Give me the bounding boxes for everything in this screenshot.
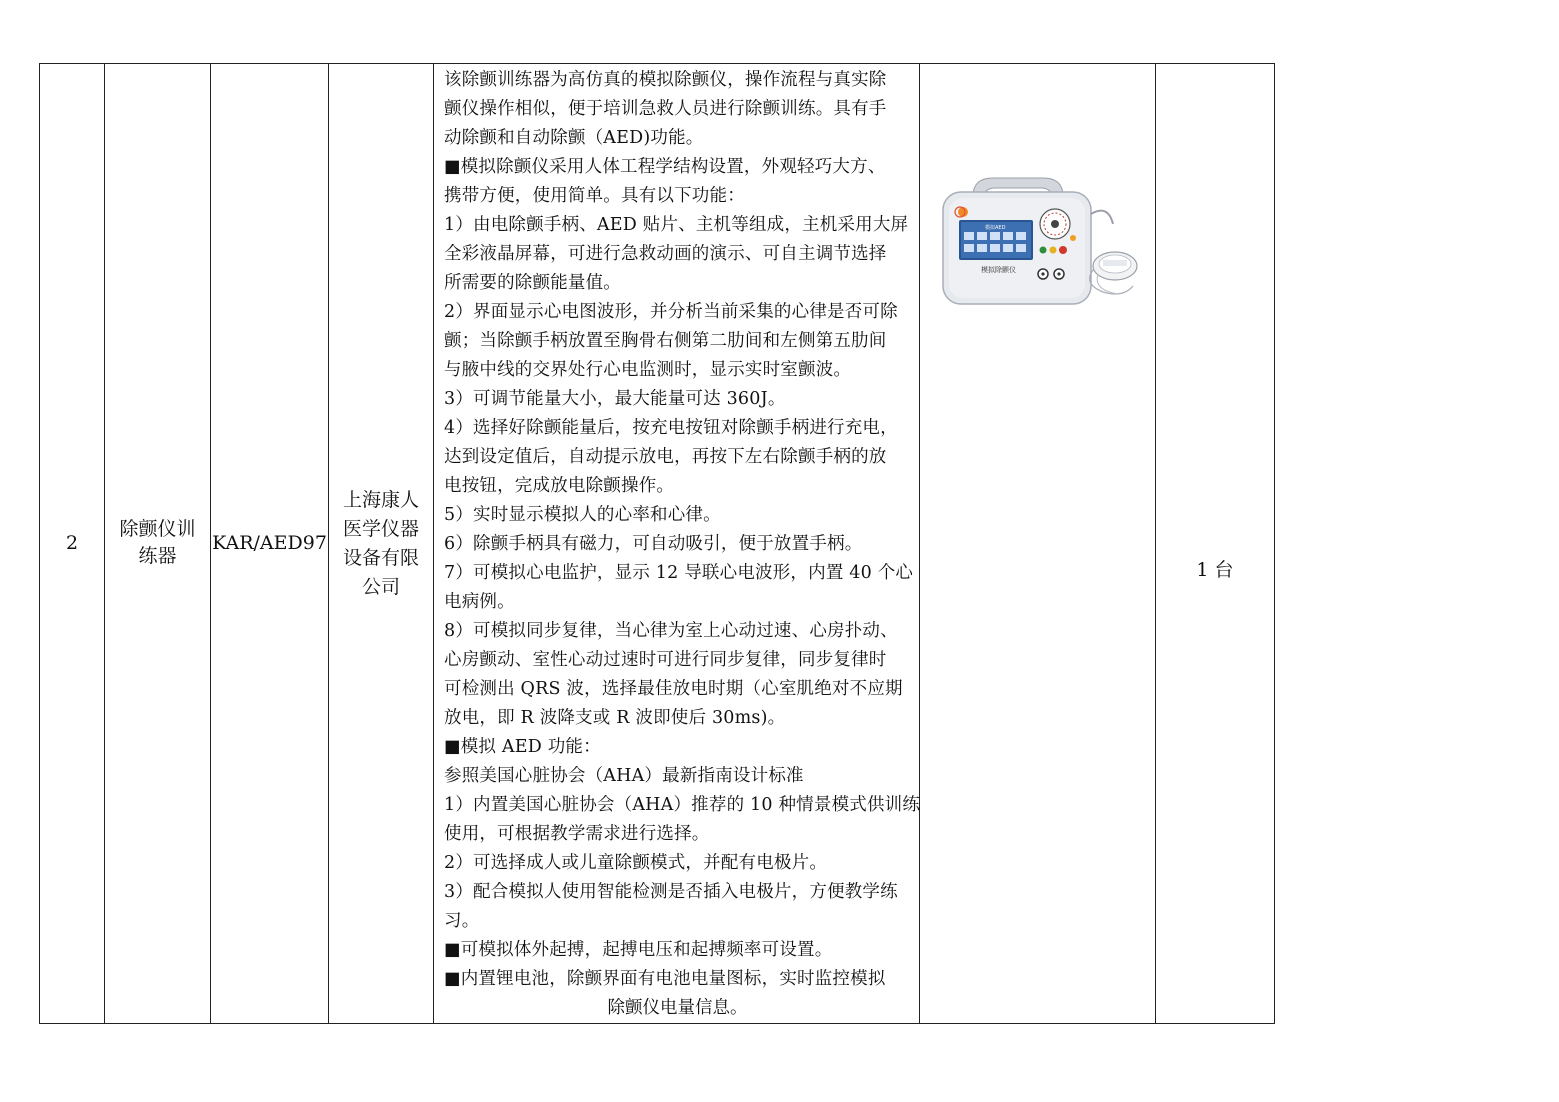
model-cell	[211, 64, 329, 1024]
description-line: 2）界面显示心电图波形，并分析当前采集的心律是否可除	[444, 302, 898, 322]
description-line: ■模拟除颤仪采用人体工程学结构设置，外观轻巧大方、	[444, 157, 886, 177]
description-line: 7）可模拟心电监护，显示 12 导联心电波形，内置 40 个心	[444, 563, 914, 583]
description-line: 5）实时显示模拟人的心率和心律。	[444, 505, 721, 525]
product-image-cell	[920, 64, 1156, 1024]
product-name: 除颤仪训练器	[119, 518, 196, 567]
row-number-cell	[40, 64, 105, 1024]
description-line: 使用，可根据教学需求进行选择。	[444, 824, 710, 844]
description-line: ■内置锂电池，除颤界面有电池电量图标，实时监控模拟	[444, 969, 886, 989]
device-label: 模拟除颤仪	[980, 266, 1016, 274]
description-line: 可检测出 QRS 波，选择最佳放电时期（心室肌绝对不应期	[444, 679, 903, 699]
description-line: 1）内置美国心脏协会（AHA）推荐的 10 种情景模式供训练	[444, 795, 921, 815]
description-line: 3）配合模拟人使用智能检测是否插入电极片，方便教学练	[444, 882, 898, 902]
screen-title: 模拟AED	[984, 225, 1005, 231]
description-line: 全彩液晶屏幕，可进行急救动画的演示、可自主调节选择	[444, 244, 887, 264]
description-cell	[434, 64, 920, 1024]
description-line: 颤仪操作相似，便于培训急救人员进行除颤训练。具有手	[444, 99, 887, 119]
description-line: 8）可模拟同步复律，当心律为室上心动过速、心房扑动、	[444, 621, 898, 641]
model-number: KAR/AED97	[212, 532, 327, 554]
description-line: 与腋中线的交界处行心电监测时，显示实时室颤波。	[444, 360, 852, 380]
description-line: 颤；当除颤手柄放置至胸骨右侧第二肋间和左侧第五肋间	[444, 331, 887, 351]
description-line: 6）除颤手柄具有磁力，可自动吸引，便于放置手柄。	[444, 534, 863, 554]
description-line: 参照美国心脏协会（AHA）最新指南设计标准	[444, 766, 804, 786]
description-line: 2）可选择成人或儿童除颤模式，并配有电极片。	[444, 853, 828, 873]
description-line: 电按钮，完成放电除颤操作。	[444, 476, 675, 496]
description-last-line: 除颤仪电量信息。	[607, 998, 748, 1018]
quantity-wrapper	[1156, 556, 1274, 585]
manufacturer-cell	[329, 64, 434, 1024]
defibrillator-product-photo	[933, 174, 1143, 314]
description-line: 心房颤动、室性心动过速时可进行同步复律，同步复律时	[444, 650, 887, 670]
description-line: ■可模拟体外起搏，起搏电压和起搏频率可设置。	[444, 940, 833, 960]
product-name-cell	[105, 64, 211, 1024]
manufacturer-name: 上海康人医学仪器设备有限公司	[342, 488, 419, 598]
defibrillator-icon	[933, 174, 1143, 314]
description-line: 3）可调节能量大小，最大能量可达 360J。	[444, 389, 786, 409]
description-line: 达到设定值后，自动提示放电，再按下左右除颤手柄的放	[444, 447, 887, 467]
description-line: ■模拟 AED 功能：	[444, 737, 601, 757]
description-line: 动除颤和自动除颤（AED)功能。	[444, 128, 704, 148]
description-line: 1）由电除颤手柄、AED 贴片、主机等组成，主机采用大屏	[444, 215, 909, 235]
quantity-cell	[1156, 64, 1275, 1024]
description-line: 携带方便，使用简单。具有以下功能：	[444, 186, 745, 206]
description-line: 所需要的除颤能量值。	[444, 273, 621, 293]
equipment-spec-table	[39, 63, 1275, 1024]
description-line: 该除颤训练器为高仿真的模拟除颤仪，操作流程与真实除	[444, 70, 887, 90]
quantity-value: 1 台	[1196, 559, 1234, 581]
description-line: 放电，即 R 波降支或 R 波即使后 30ms)。	[444, 708, 786, 728]
description-line: 电病例。	[444, 592, 515, 612]
table-row	[40, 64, 1275, 1024]
description-line: 习。	[444, 911, 480, 931]
row-number: 2	[65, 532, 79, 554]
description-line: 4）选择好除颤能量后，按充电按钮对除颤手柄进行充电，	[444, 418, 898, 438]
